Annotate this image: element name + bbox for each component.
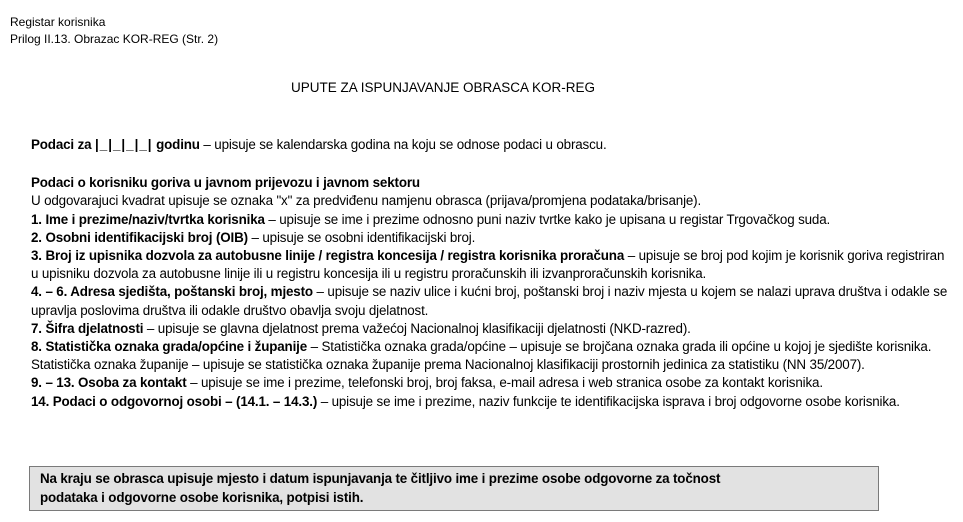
instruction-item-text: – upisuje se glavna djelatnost prema važećoj Nacionalnoj klasifikaciji djelatnosti (NKD-razred). bbox=[143, 320, 691, 336]
note-line-2: podataka i odgovorne osobe korisnika, potpisi istih. bbox=[40, 489, 364, 505]
instruction-item-label: 1. Ime i prezime/naziv/tvrtka korisnika bbox=[31, 211, 265, 227]
instruction-item bbox=[31, 283, 951, 319]
instruction-item-label: 4. – 6. Adresa sjedišta, poštanski broj, mjesto bbox=[31, 284, 313, 300]
page-title: UPUTE ZA ISPUNJAVANJE OBRASCA KOR-REG bbox=[290, 80, 596, 95]
instruction-item-label: 7. Šifra djelatnosti bbox=[31, 320, 144, 336]
instruction-item-text: – Statistička oznaka grada/općine – upisuje se brojčana oznaka grada ili općine u kojoj je sjedište korisnika. Statistička oznaka županije – upisuje se statistička oznaka županije prema Nacionalnoj klasifikaciji prostornih jedinica za statistiku (NN 35/2007). bbox=[31, 339, 932, 373]
instruction-item-label: 8. Statistička oznaka grada/općine i županije bbox=[31, 339, 308, 355]
instruction-item bbox=[31, 229, 951, 247]
instruction-item bbox=[31, 211, 951, 229]
instruction-item-label: 14. Podaci o odgovornoj osobi – (14.1. – 14.3.) bbox=[31, 393, 318, 409]
instruction-item-text: – upisuje se ime i prezime odnosno puni naziv tvrtke kako je upisana u registar Trgovačkog suda. bbox=[264, 211, 831, 227]
instruction-list bbox=[31, 211, 951, 411]
instruction-item-label: 3. Broj iz upisnika dozvola za autobusne linije / registra koncesija / registra korisnika proračuna bbox=[31, 248, 625, 264]
note-box bbox=[29, 466, 879, 511]
section-intro: U odgovarajuci kvadrat upisuje se oznaka "x" za predviđenu namjenu obrasca (prijava/promjena podataka/brisanje). bbox=[31, 193, 702, 209]
instruction-item-text: – upisuje se naziv ulice i kućni broj, poštanski broj i naziv mjesta u kojem se nalazi uprava društva i odakle se upravlja poslovima društva ili odakle društvo obavlja svoju djelatnost. bbox=[31, 284, 948, 318]
instruction-item bbox=[31, 338, 951, 374]
instruction-item-text: – upisuje se ime i prezime, telefonski broj, broj faksa, e-mail adresa i web stranica osobe za kontakt korisnika. bbox=[186, 375, 823, 391]
instructions-body bbox=[31, 136, 951, 411]
instruction-item-label: 9. – 13. Osoba za kontakt bbox=[31, 375, 187, 391]
year-label: Podaci za bbox=[31, 137, 92, 152]
instruction-item bbox=[31, 247, 951, 283]
instruction-item bbox=[31, 374, 951, 392]
year-label-end: godinu bbox=[156, 137, 200, 152]
instruction-item bbox=[31, 393, 951, 411]
section-heading bbox=[31, 174, 951, 192]
document-header bbox=[10, 14, 218, 48]
header-line-2: Prilog II.13. Obrazac KOR-REG (Str. 2) bbox=[10, 32, 219, 46]
year-description: – upisuje se kalendarska godina na koju se odnose podaci u obrascu. bbox=[199, 137, 607, 152]
instruction-item-label: 2. Osobni identifikacijski broj (OIB) bbox=[31, 229, 248, 245]
header-line-1: Registar korisnika bbox=[10, 15, 106, 29]
note-line-1: Na kraju se obrasca upisuje mjesto i datum ispunjavanja te čitljivo ime i prezime osobe odgovorne za točnost bbox=[40, 471, 721, 486]
year-boxes: |_|_|_|_| bbox=[95, 137, 153, 152]
instruction-item bbox=[31, 320, 951, 338]
year-row bbox=[31, 136, 951, 154]
instruction-item-text: – upisuje se ime i prezime, naziv funkcije te identifikacijska isprava i broj odgovorne osobe korisnika. bbox=[317, 393, 900, 409]
instruction-item-text: – upisuje se broj pod kojim je korisnik goriva registriran u upisniku dozvola za autobusne linije ili u registru koncesija ili u registru proračunskih ili izvanproračunskih korisnika. bbox=[31, 248, 945, 282]
section-heading-text: Podaci o korisniku goriva u javnom prijevozu i javnom sektoru bbox=[31, 175, 420, 191]
instruction-item-text: – upisuje se osobni identifikacijski broj. bbox=[247, 229, 476, 245]
